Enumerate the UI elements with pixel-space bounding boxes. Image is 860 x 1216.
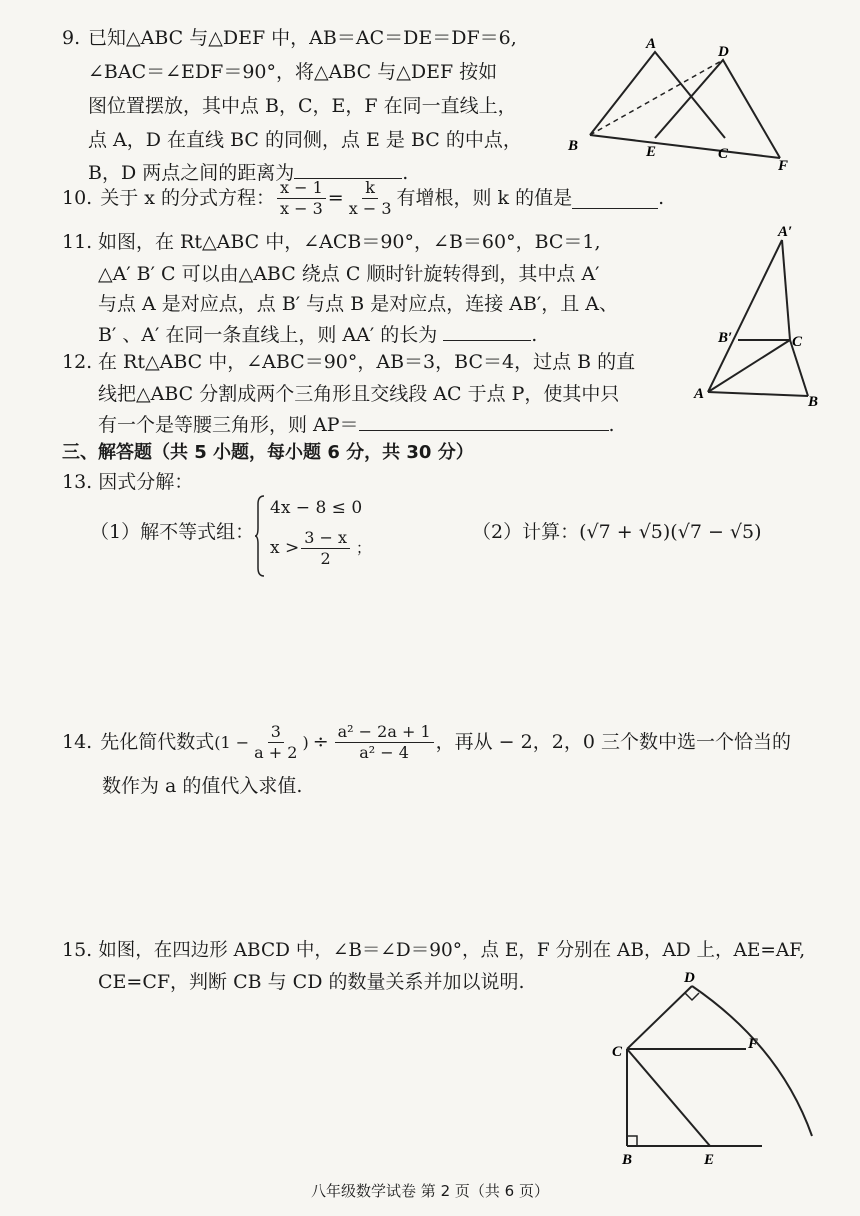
q11-line-1: 如图，在 Rt△ABC 中，∠ACB＝90°，∠B＝60°，BC＝1, [98, 231, 601, 253]
q11-figure [690, 222, 830, 412]
q12-line-3: 有一个是等腰三角形，则 AP＝ . [98, 410, 615, 440]
q9-number: 9. [62, 27, 81, 49]
q14-line-2: 数作为 a 的值代入求值. [102, 775, 303, 797]
q11-label-b: B [808, 394, 819, 410]
q14-prefix: 先化简代数式 [100, 731, 215, 753]
q9-label-a: A [646, 36, 657, 52]
q13-part-2-label: （2）计算： [472, 521, 580, 543]
q15-line-2: CE=CF，判断 CB 与 CD 的数量关系并加以说明. [98, 971, 525, 993]
q9-line-1: 已知△ABC 与△DEF 中，AB＝AC＝DE＝DF＝6, [88, 27, 517, 49]
q9-label-b: B [568, 138, 579, 154]
q9-label-c: C [718, 146, 729, 162]
q13-number: 13. [62, 471, 93, 493]
q11-label-b-prime: B′ [718, 330, 733, 346]
q15-label-b: B [622, 1152, 633, 1168]
q13-calculation: (√7 + √5)(√7 − √5) [579, 521, 762, 543]
q13-inequality-2: x > [270, 538, 300, 558]
q11-number: 11. [62, 231, 93, 253]
q15-number: 15. [62, 939, 93, 961]
q12-line-2: 线把△ABC 分割成两个三角形且交线段 AC 于点 P，使其中只 [98, 383, 620, 405]
q10-fraction-1: $\frac{x - 1}{x - 3}$ [277, 178, 326, 219]
q15-figure [600, 966, 840, 1172]
q9-line-5: B，D 两点之间的距离为 . [88, 158, 408, 188]
section-3-heading: 三、解答题（共 5 小题，每小题 6 分，共 30 分） [62, 442, 474, 463]
q11-line-2: △A′ B′ C 可以由△ABC 绕点 C 顺时针旋转得到，其中点 A′ [98, 263, 600, 285]
brace-icon [254, 494, 266, 578]
q14-suffix: ，再从 − 2，2，0 三个数中选一个恰当的 [435, 731, 791, 753]
q15-label-c: C [612, 1044, 623, 1060]
q10-prefix: 关于 x 的分式方程： [100, 187, 276, 209]
q13-title: 因式分解： [98, 471, 194, 493]
q9-figure [560, 30, 800, 175]
q13-inequality-system: 4x − 8 ≤ 0 x > $\frac{3 - x}{2}$ ； [254, 494, 364, 578]
q15-label-d: D [684, 970, 695, 986]
q11-line-4: B′ 、A′ 在同一条直线上，则 AA′ 的长为 . [98, 320, 537, 350]
q14-fraction-1: $\frac{3}{a + 2}$ [254, 722, 298, 762]
q10-suffix: 有增根，则 k 的值是 [396, 187, 573, 209]
q9-line-4: 点 A，D 在直线 BC 的同侧，点 E 是 BC 的中点， [88, 129, 522, 151]
q13-part-1-label: （1）解不等式组： [90, 521, 255, 543]
q15-label-e: E [704, 1152, 715, 1168]
q15-line-1: 如图，在四边形 ABCD 中，∠B＝∠D＝90°，点 E，F 分别在 AB，AD 上，AE=AF, [98, 940, 806, 961]
q9-line-3: 图位置摆放，其中点 B，C，E，F 在同一直线上， [88, 95, 517, 117]
q13-fraction: $\frac{3 - x}{2}$ [301, 528, 350, 569]
q14-fraction-2: $\frac{\text{a² − 2a + 1}}{\text{a² − 4}}$ [335, 722, 434, 763]
q13-inequality-1: 4x − 8 ≤ 0 [270, 498, 363, 518]
q9-line-2: ∠BAC＝∠EDF＝90°，将△ABC 与△DEF 按如 [88, 61, 498, 83]
q15-label-f: F [748, 1036, 759, 1052]
page-footer: 八年级数学试卷 第 2 页（共 6 页） [311, 1182, 549, 1200]
q9-label-d: D [718, 44, 729, 60]
q11-label-a: A [694, 386, 705, 402]
q11-label-a-prime: A′ [778, 224, 793, 240]
q12-number: 12. [62, 351, 93, 373]
q9-answer-blank[interactable] [294, 158, 402, 179]
q11-label-c: C [792, 334, 803, 350]
q10-number: 10. [62, 187, 93, 209]
q9-label-e: E [646, 144, 657, 160]
q12-line-1: 在 Rt△ABC 中，∠ABC＝90°，AB＝3，BC＝4，过点 B 的直 [98, 351, 636, 373]
q9-label-f: F [778, 158, 789, 174]
q11-answer-blank[interactable] [443, 320, 531, 341]
q11-line-3: 与点 A 是对应点，点 B′ 与点 B 是对应点，连接 AB′，且 A、 [98, 293, 618, 315]
q12-answer-blank[interactable] [359, 410, 609, 431]
q10-fraction-2: $\frac{k}{x - 3}$ [348, 178, 392, 218]
q10-answer-blank[interactable] [572, 188, 658, 209]
q14-number: 14. [62, 731, 93, 753]
